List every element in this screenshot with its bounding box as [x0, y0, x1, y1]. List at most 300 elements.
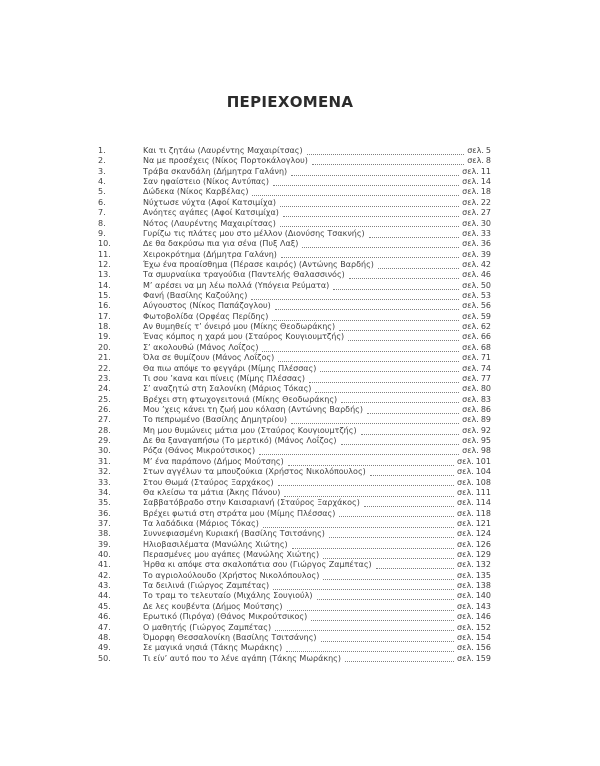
entry-number: 10. — [98, 239, 111, 249]
toc-entry — [98, 643, 491, 653]
toc-entry — [98, 591, 491, 601]
entry-song-title: Νύχτωσε νύχτα (Αφοί Κατσιμίχα) — [143, 197, 276, 207]
dotted-leader — [367, 413, 459, 414]
page-label: σελ. — [457, 601, 474, 611]
dotted-leader — [339, 330, 459, 331]
entry-page-number: 66 — [480, 332, 491, 342]
dotted-leader — [288, 465, 454, 466]
page-label: σελ. — [462, 353, 479, 363]
toc-entry — [98, 146, 491, 156]
entry-number: 19. — [98, 332, 111, 342]
entry-page-number: 146 — [475, 612, 491, 622]
page-title: ΠΕΡΙΕΧΟΜΕΝΑ — [226, 93, 354, 111]
entry-number: 2. — [98, 156, 106, 166]
entry-song-title: Ανόητες αγάπες (Αφοί Κατσιμίχα) — [143, 208, 279, 218]
page-label: σελ. — [462, 259, 479, 269]
page-label: σελ. — [457, 498, 474, 508]
entry-page-number: 111 — [475, 487, 491, 497]
page-label: σελ. — [457, 477, 474, 487]
entry-number: 43. — [98, 581, 111, 591]
toc-entry — [98, 550, 491, 560]
toc-entry — [98, 281, 491, 291]
page-label: σελ. — [457, 518, 474, 528]
entry-page-number: 121 — [475, 518, 491, 528]
entry-song-title: Γυρίζω τις πλάτες μου στο μέλλον (Διονύσης Τσακνής) — [143, 228, 365, 238]
entry-song-title: Τα λαδάδικα (Μάριος Τόκας) — [143, 518, 259, 528]
dotted-leader — [370, 475, 454, 476]
dotted-leader — [348, 340, 459, 341]
toc-entry — [98, 488, 491, 498]
dotted-leader — [311, 620, 454, 621]
entry-song-title: Ηλιοβασιλέματα (Μανώλης Χιώτης) — [143, 539, 288, 549]
entry-song-title: Στων αγγέλων τα μπουζούκια (Χρήστος Νικολόπουλος) — [143, 467, 366, 477]
page-label: σελ. — [462, 322, 479, 332]
entry-number: 3. — [98, 166, 106, 176]
page-label: σελ. — [462, 249, 479, 259]
toc-entry — [98, 426, 491, 436]
dotted-leader — [302, 247, 459, 248]
page-label: σελ. — [462, 197, 479, 207]
dotted-leader — [323, 579, 454, 580]
page-label: σελ. — [467, 146, 484, 155]
dotted-leader — [263, 527, 454, 528]
entry-song-title: Χειροκρότημα (Δήμητρα Γαλάνη) — [143, 249, 277, 259]
dotted-leader — [284, 496, 454, 497]
entry-page-number: 140 — [475, 591, 491, 601]
page-label: σελ. — [457, 622, 474, 632]
entry-song-title: Ήρθα κι απόψε στα σκαλοπάτια σου (Γιώργος Ζαμπέτας) — [143, 560, 372, 570]
entry-page-number: 104 — [475, 467, 491, 477]
entry-song-title: Νότος (Λαυρέντης Μαχαιρίτσας) — [143, 218, 276, 228]
toc-entry — [98, 571, 491, 581]
dotted-leader — [369, 237, 459, 238]
entry-song-title: Βρέχει φωτιά στη στράτα μου (Μίμης Πλέσσας) — [143, 508, 336, 518]
entry-song-title: Το αγριολούλουδο (Χρήστος Νικολόπουλος) — [143, 570, 320, 580]
dotted-leader — [281, 257, 459, 258]
toc-entry — [98, 395, 491, 405]
page-label: σελ. — [457, 643, 474, 653]
entry-page-number: 36 — [480, 239, 491, 249]
entry-page-number: 53 — [480, 291, 491, 301]
toc-entry — [98, 332, 491, 342]
page-label: σελ. — [462, 239, 479, 249]
entry-number: 44. — [98, 591, 111, 601]
page-label: σελ. — [462, 446, 479, 456]
toc-list — [98, 146, 491, 664]
dotted-leader — [341, 402, 459, 403]
dotted-leader — [339, 516, 454, 517]
entry-number: 28. — [98, 425, 111, 435]
entry-page-number: 68 — [480, 342, 491, 352]
page-label: σελ. — [457, 467, 474, 477]
toc-entry — [98, 602, 491, 612]
page-label: σελ. — [457, 560, 474, 570]
page-label: σελ. — [462, 208, 479, 218]
entry-number: 34. — [98, 487, 111, 497]
entry-song-title: Μ’ αρέσει να μη λέω πολλά (Υπόγεια Ρεύματα) — [143, 280, 330, 290]
toc-entry — [98, 208, 491, 218]
entry-page-number: 42 — [480, 259, 491, 269]
entry-number: 41. — [98, 560, 111, 570]
toc-entry — [98, 343, 491, 353]
toc-entry — [98, 156, 491, 166]
page-label: σελ. — [462, 218, 479, 228]
entry-song-title: Και τι ζητάω (Λαυρέντης Μαχαιρίτσας) — [143, 146, 303, 155]
entry-page-number: 98 — [480, 446, 491, 456]
dotted-leader — [309, 382, 459, 383]
entry-song-title: Μ’ ένα παράπονο (Δήμος Μούτσης) — [143, 456, 284, 466]
toc-entry — [98, 498, 491, 508]
entry-number: 8. — [98, 218, 106, 228]
entry-page-number: 50 — [480, 280, 491, 290]
entry-page-number: 89 — [480, 415, 491, 425]
page-label: σελ. — [462, 384, 479, 394]
entry-song-title: Σαββατόβραδο στην Καισαριανή (Σταύρος Ξαρχάκος) — [143, 498, 360, 508]
entry-number: 37. — [98, 518, 111, 528]
entry-song-title: Όμορφη Θεσσαλονίκη (Βασίλης Τσιτσάνης) — [143, 632, 317, 642]
dotted-leader — [315, 392, 459, 393]
page-label: σελ. — [462, 425, 479, 435]
page-label: σελ. — [462, 342, 479, 352]
toc-entry — [98, 177, 491, 187]
entry-song-title: Τι είν’ αυτό που το λένε αγάπη (Τάκης Μωράκης) — [143, 653, 341, 663]
toc-entry — [98, 633, 491, 643]
entry-song-title: Μη μου θυμώνεις μάτια μου (Σταύρος Κουγιουμτζής) — [143, 425, 357, 435]
entry-number: 12. — [98, 259, 111, 269]
dotted-leader — [273, 589, 454, 590]
toc-entry — [98, 167, 491, 177]
dotted-leader — [349, 278, 459, 279]
entry-page-number: 80 — [480, 384, 491, 394]
dotted-leader — [283, 216, 459, 217]
page-label: σελ. — [457, 581, 474, 591]
entry-number: 23. — [98, 373, 111, 383]
entry-song-title: Ερωτικό (Πιρόγα) (Θάνος Μικρούτσικος) — [143, 612, 308, 622]
page-label: σελ. — [462, 291, 479, 301]
entry-page-number: 59 — [480, 311, 491, 321]
page-label: σελ. — [462, 373, 479, 383]
toc-entry — [98, 654, 491, 664]
page-label: σελ. — [462, 332, 479, 342]
toc-entry — [98, 405, 491, 415]
entry-number: 15. — [98, 291, 111, 301]
entry-song-title: Ρόζα (Θάνος Μικρούτσικος) — [143, 446, 256, 456]
entry-page-number: 132 — [475, 560, 491, 570]
entry-page-number: 114 — [475, 498, 491, 508]
entry-song-title: Σε μαγικά νησιά (Τάκης Μωράκης) — [143, 643, 283, 653]
toc-entry — [98, 250, 491, 260]
dotted-leader — [333, 289, 459, 290]
dotted-leader — [275, 309, 459, 310]
entry-number: 45. — [98, 601, 111, 611]
page-label: σελ. — [467, 156, 484, 166]
dotted-leader — [378, 268, 459, 269]
entry-number: 22. — [98, 363, 111, 373]
entry-number: 24. — [98, 384, 111, 394]
entry-page-number: 108 — [475, 477, 491, 487]
entry-page-number: 30 — [480, 218, 491, 228]
entry-page-number: 62 — [480, 322, 491, 332]
entry-page-number: 143 — [475, 601, 491, 611]
entry-page-number: 124 — [475, 529, 491, 539]
entry-number: 42. — [98, 570, 111, 580]
dotted-leader — [345, 661, 454, 662]
entry-number: 5. — [98, 187, 106, 197]
entry-number: 11. — [98, 249, 111, 259]
entry-song-title: Μου ’χεις κάνει τη ζωή μου κόλαση (Αντώνης Βαρδής) — [143, 404, 363, 414]
dotted-leader — [259, 454, 459, 455]
entry-song-title: Συννεφιασμένη Κυριακή (Βασίλης Τσιτσάνης) — [143, 529, 325, 539]
entry-number: 7. — [98, 208, 106, 218]
dotted-leader — [286, 651, 454, 652]
entry-song-title: Σ’ αναζητώ στη Σαλονίκη (Μάριος Τόκας) — [143, 384, 312, 394]
dotted-leader — [273, 185, 459, 186]
entry-page-number: 92 — [480, 425, 491, 435]
dotted-leader — [291, 175, 459, 176]
toc-entry — [98, 219, 491, 229]
entry-song-title: Το τραμ το τελευταίο (Μιχάλης Σουγιούλ) — [143, 591, 313, 601]
dotted-leader — [280, 206, 459, 207]
toc-entry — [98, 353, 491, 363]
entry-song-title: Δε θα δακρύσω πια για σένα (Πυξ Λαξ) — [143, 239, 299, 249]
entry-song-title: Τα δειλινά (Γιώργος Ζαμπέτας) — [143, 581, 270, 591]
dotted-leader — [364, 506, 454, 507]
entry-page-number: 71 — [480, 353, 491, 363]
entry-page-number: 154 — [475, 632, 491, 642]
page-label: σελ. — [457, 529, 474, 539]
entry-song-title: Δε λες κουβέντα (Δήμος Μούτσης) — [143, 601, 283, 611]
toc-entry — [98, 291, 491, 301]
entry-number: 17. — [98, 311, 111, 321]
entry-page-number: 5 — [485, 146, 491, 155]
entry-page-number: 118 — [475, 508, 491, 518]
entry-number: 39. — [98, 539, 111, 549]
dotted-leader — [275, 630, 454, 631]
toc-entry — [98, 301, 491, 311]
entry-number: 29. — [98, 436, 111, 446]
page-label: σελ. — [457, 550, 474, 560]
entry-number: 18. — [98, 322, 111, 332]
dotted-leader — [361, 434, 460, 435]
page-label: σελ. — [457, 487, 474, 497]
entry-song-title: Θα πιω απόψε το φεγγάρι (Μίμης Πλέσσας) — [143, 363, 317, 373]
dotted-leader — [287, 610, 455, 611]
entry-song-title: Περασμένες μου αγάπες (Μανώλης Χιώτης) — [143, 550, 320, 560]
entry-number: 30. — [98, 446, 111, 456]
entry-number: 26. — [98, 404, 111, 414]
page-label: σελ. — [457, 539, 474, 549]
entry-number: 46. — [98, 612, 111, 622]
entry-page-number: 129 — [475, 550, 491, 560]
toc-entry — [98, 560, 491, 570]
toc-entry — [98, 509, 491, 519]
dotted-leader — [320, 371, 459, 372]
page-label: σελ. — [457, 570, 474, 580]
entry-page-number: 8 — [485, 156, 491, 166]
page-label: σελ. — [462, 436, 479, 446]
dotted-leader — [278, 485, 454, 486]
entry-song-title: Στου Θωμά (Σταύρος Ξαρχάκος) — [143, 477, 274, 487]
entry-song-title: Τι σου ’κανα και πίνεις (Μίμης Πλέσσας) — [143, 373, 306, 383]
entry-song-title: Βρέχει στη φτωχογειτονιά (Μίκης Θεοδωράκης) — [143, 394, 338, 404]
entry-song-title: Ο μαθητής (Γιώργος Ζαμπέτας) — [143, 622, 272, 632]
page-label: σελ. — [462, 415, 479, 425]
page-label: σελ. — [462, 270, 479, 280]
dotted-leader — [278, 361, 459, 362]
entry-page-number: 126 — [475, 539, 491, 549]
toc-entry — [98, 540, 491, 550]
toc-entry — [98, 239, 491, 249]
dotted-leader — [317, 599, 455, 600]
entry-number: 6. — [98, 197, 106, 207]
entry-page-number: 22 — [480, 197, 491, 207]
entry-page-number: 33 — [480, 228, 491, 238]
dotted-leader — [323, 558, 454, 559]
toc-entry — [98, 581, 491, 591]
page-label: σελ. — [457, 591, 474, 601]
dotted-leader — [307, 154, 465, 155]
dotted-leader — [321, 641, 455, 642]
entry-page-number: 39 — [480, 249, 491, 259]
page-label: σελ. — [462, 394, 479, 404]
entry-number: 27. — [98, 415, 111, 425]
toc-entry — [98, 446, 491, 456]
entry-number: 31. — [98, 456, 111, 466]
toc-entry — [98, 198, 491, 208]
dotted-leader — [376, 568, 454, 569]
dotted-leader — [329, 537, 454, 538]
toc-entry — [98, 519, 491, 529]
dotted-leader — [252, 195, 459, 196]
entry-page-number: 18 — [480, 187, 491, 197]
page-label: σελ. — [462, 228, 479, 238]
page-label: σελ. — [462, 280, 479, 290]
entry-song-title: Σ’ ακολουθώ (Μάνος Λοΐζος) — [143, 342, 259, 352]
entry-song-title: Δώδεκα (Νίκος Καρβέλας) — [143, 187, 249, 197]
entry-page-number: 11 — [480, 166, 491, 176]
dotted-leader — [280, 226, 459, 227]
entry-song-title: Φανή (Βασίλης Καζούλης) — [143, 291, 248, 301]
entry-song-title: Φωτοβολίδα (Ορφέας Περίδης) — [143, 311, 269, 321]
page-label: σελ. — [462, 177, 479, 187]
toc-entry — [98, 457, 491, 467]
page-label: σελ. — [457, 456, 474, 466]
entry-song-title: Σαν ηφαίστειο (Νίκος Αντύπας) — [143, 177, 269, 187]
entry-song-title: Όλα σε θυμίζουν (Μάνος Λοΐζος) — [143, 353, 275, 363]
entry-page-number: 156 — [475, 643, 491, 653]
entry-number: 49. — [98, 643, 111, 653]
page-label: σελ. — [457, 612, 474, 622]
entry-page-number: 27 — [480, 208, 491, 218]
entry-page-number: 86 — [480, 404, 491, 414]
toc-entry — [98, 384, 491, 394]
page-label: σελ. — [462, 187, 479, 197]
entry-page-number: 83 — [480, 394, 491, 404]
toc-entry — [98, 364, 491, 374]
entry-number: 33. — [98, 477, 111, 487]
entry-page-number: 77 — [480, 373, 491, 383]
entry-number: 21. — [98, 353, 111, 363]
entry-page-number: 14 — [480, 177, 491, 187]
page-label: σελ. — [457, 508, 474, 518]
entry-page-number: 135 — [475, 570, 491, 580]
toc-entry — [98, 529, 491, 539]
dotted-leader — [251, 299, 459, 300]
entry-number: 9. — [98, 228, 106, 238]
toc-entry — [98, 260, 491, 270]
entry-page-number: 159 — [475, 653, 491, 663]
page-label: σελ. — [462, 311, 479, 321]
entry-song-title: Αύγουστος (Νίκος Παπάζογλου) — [143, 301, 271, 311]
entry-page-number: 95 — [480, 436, 491, 446]
toc-entry — [98, 478, 491, 488]
toc-entry — [98, 322, 491, 332]
entry-song-title: Αν θυμηθείς τ’ όνειρό μου (Μίκης Θεοδωράκης) — [143, 322, 336, 332]
entry-number: 50. — [98, 653, 111, 663]
toc-entry — [98, 623, 491, 633]
entry-page-number: 101 — [475, 456, 491, 466]
toc-entry — [98, 312, 491, 322]
toc-entry — [98, 467, 491, 477]
toc-entry — [98, 229, 491, 239]
dotted-leader — [262, 351, 459, 352]
entry-song-title: Τράβα σκανδάλη (Δήμητρα Γαλάνη) — [143, 166, 288, 176]
toc-entry — [98, 415, 491, 425]
page-label: σελ. — [462, 166, 479, 176]
entry-number: 40. — [98, 550, 111, 560]
entry-song-title: Έχω ένα προαίσθημα (Πέρασε καιρός) (Αντώνης Βαρδής) — [143, 259, 374, 269]
entry-song-title: Δε θα ξαναγαπήσω (Το μερτικό) (Μάνος Λοΐζος) — [143, 436, 337, 446]
entry-number: 36. — [98, 508, 111, 518]
dotted-leader — [272, 320, 459, 321]
entry-song-title: Θα κλείσω τα μάτια (Άκης Πάνου) — [143, 487, 281, 497]
entry-number: 25. — [98, 394, 111, 404]
toc-entry — [98, 270, 491, 280]
entry-page-number: 56 — [480, 301, 491, 311]
dotted-leader — [292, 548, 454, 549]
entry-song-title: Να με προσέχεις (Νίκος Πορτοκάλογλου) — [143, 156, 308, 166]
page-label: σελ. — [462, 363, 479, 373]
entry-number: 4. — [98, 177, 106, 187]
toc-entry — [98, 374, 491, 384]
entry-number: 14. — [98, 280, 111, 290]
page-label: σελ. — [457, 632, 474, 642]
toc-entry — [98, 436, 491, 446]
entry-number: 47. — [98, 622, 111, 632]
page-label: σελ. — [462, 301, 479, 311]
entry-page-number: 152 — [475, 622, 491, 632]
page-label: σελ. — [457, 653, 474, 663]
entry-song-title: Ένας κόμπος η χαρά μου (Σταύρος Κουγιουμτζής) — [143, 332, 345, 342]
entry-number: 32. — [98, 467, 111, 477]
entry-song-title: Το πεπρωμένο (Βασίλης Δημητρίου) — [143, 415, 288, 425]
entry-song-title: Τα σμυρναίικα τραγούδια (Παντελής Θαλασσινός) — [143, 270, 345, 280]
toc-entry — [98, 612, 491, 622]
dotted-leader — [291, 423, 459, 424]
entry-number: 20. — [98, 342, 111, 352]
entry-number: 35. — [98, 498, 111, 508]
entry-number: 16. — [98, 301, 111, 311]
entry-number: 1. — [98, 146, 106, 155]
toc-entry — [98, 187, 491, 197]
dotted-leader — [341, 444, 460, 445]
entry-page-number: 74 — [480, 363, 491, 373]
entry-number: 38. — [98, 529, 111, 539]
entry-page-number: 46 — [480, 270, 491, 280]
page-label: σελ. — [462, 404, 479, 414]
entry-number: 48. — [98, 632, 111, 642]
dotted-leader — [312, 164, 464, 165]
